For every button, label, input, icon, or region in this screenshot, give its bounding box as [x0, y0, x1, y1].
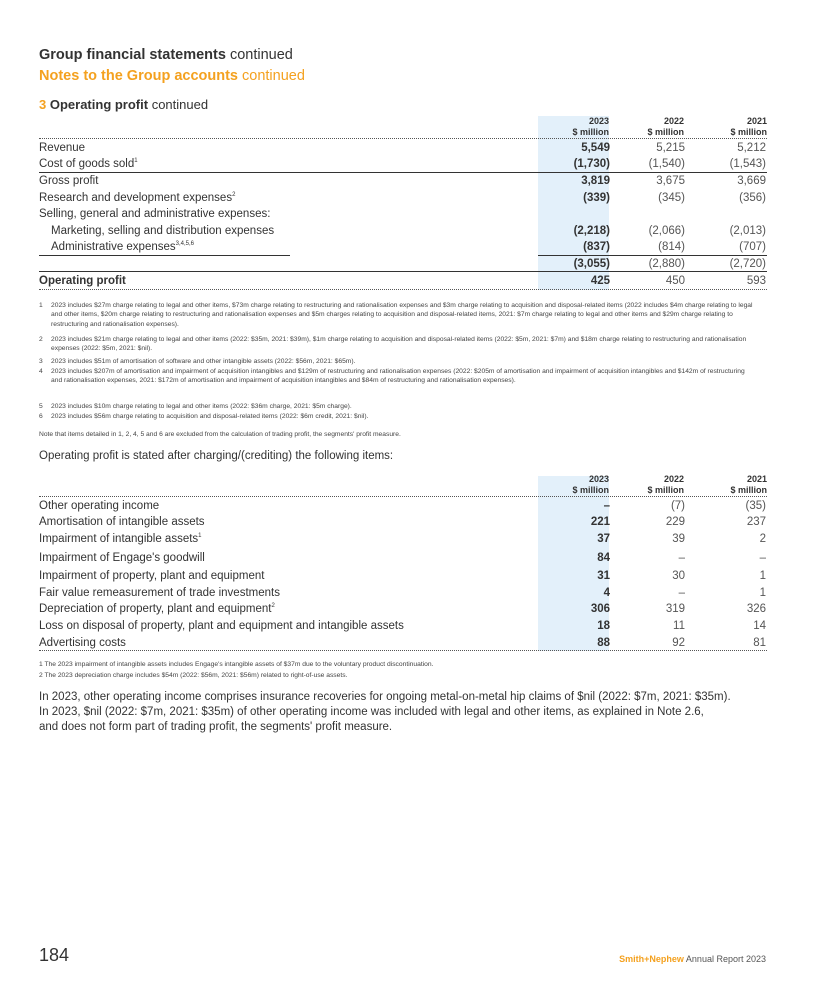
footnote-number: 2 [39, 336, 43, 343]
row-label [51, 223, 274, 239]
notes-title: Notes to the Group accounts continued [39, 68, 305, 84]
section-title: 3 Operating profit continued [39, 97, 209, 112]
table-row [39, 498, 767, 514]
row-label-footnote-ref: 3,4,5,6 [175, 241, 195, 248]
column-year: 2023 [588, 474, 609, 484]
value-2022: 319 [665, 603, 685, 615]
value-2023: (1,730) [573, 158, 610, 170]
table-row [39, 635, 767, 651]
value-2023: 31 [597, 570, 610, 582]
row-label-text: Operating profit [39, 275, 126, 287]
footnote [39, 412, 754, 421]
table2-footnote-1: 1 The 2023 impairment of intangible assets includes Engage's intangible assets of $37m due to the voluntary product discontinuation. [39, 661, 434, 668]
row-label-text: Impairment of property, plant and equipment [39, 570, 265, 582]
value-2023: 306 [590, 603, 610, 615]
row-label-footnote-ref: 1 [198, 533, 202, 540]
footnote [39, 367, 754, 386]
row-label-footnote-ref: 2 [232, 192, 236, 199]
column-year: 2021 [746, 474, 767, 484]
row-label [39, 601, 275, 617]
column-year: 2021 [746, 116, 767, 126]
row-label [39, 140, 85, 156]
table-row [39, 206, 767, 222]
footnote [39, 301, 754, 329]
admin-expenses-rule [39, 255, 290, 256]
footnote-text: 2023 includes $56m charge relating to acquisition and disposal-related items (2022: $6m credit, 2021: $nil). [51, 413, 369, 420]
footnote-text: 2023 includes $207m of amortisation and impairment of acquisition intangibles and $129m of restructuring and rationalisation expenses (2022: $205m of amortisation and impairment of acquisition intangibles and $142m of restructuring and rationalisation expenses, 2021: $172m of amortisation and impairment of acquisition intangibles and $84m of restructuring and rationalisation expenses). [51, 368, 745, 385]
value-2021: 3,669 [737, 175, 766, 187]
value-2023: 4 [603, 587, 610, 599]
footnote-number: 1 [39, 302, 43, 309]
row-label-text: Impairment of Engage's goodwill [39, 552, 205, 564]
row-label-text: Fair value remeasurement of trade investments [39, 587, 280, 599]
footer-brand: Smith+Nephew Annual Report 2023 [619, 954, 766, 964]
row-label-text: Marketing, selling and distribution expenses [51, 225, 275, 237]
column-header-2022 [613, 474, 684, 496]
value-2021: 81 [753, 637, 766, 649]
value-2022: – [678, 552, 685, 564]
row-label-text: Selling, general and administrative expenses: [39, 208, 271, 220]
value-2021: 14 [753, 620, 766, 632]
row-label [39, 568, 264, 584]
value-2021: (2,013) [729, 225, 766, 237]
row-label [39, 173, 98, 189]
column-header-2021 [694, 116, 767, 138]
column-unit: $ million [730, 485, 767, 495]
row-label-footnote-ref: 2 [271, 603, 275, 610]
row-label [39, 635, 126, 651]
value-2022: 229 [665, 516, 685, 528]
value-2023: 221 [590, 516, 610, 528]
table-row [39, 618, 767, 634]
column-unit: $ million [647, 485, 684, 495]
table1-header-rule [39, 138, 767, 139]
row-label-text: Research and development expenses [39, 192, 233, 204]
row-label [39, 618, 404, 634]
value-2023: 3,819 [581, 175, 610, 187]
row-label [39, 190, 235, 206]
table-row [39, 531, 767, 547]
value-2022: (814) [658, 241, 685, 253]
value-2021: 593 [746, 275, 766, 287]
row-label [39, 156, 138, 172]
value-2023: 84 [597, 552, 610, 564]
value-2023: (2,218) [573, 225, 610, 237]
row-label-text: Amortisation of intangible assets [39, 516, 205, 528]
value-2023: 37 [597, 533, 610, 545]
row-label-text: Cost of goods sold [39, 158, 135, 170]
footnote-text: 2023 includes $10m charge relating to legal and other items (2022: $36m charge, 2021: $5m charge). [51, 403, 352, 410]
column-header-2022 [613, 116, 684, 138]
row-label [39, 585, 280, 601]
value-2021: 1 [759, 570, 766, 582]
value-2022: (1,540) [648, 158, 685, 170]
value-2022: (2,066) [648, 225, 685, 237]
row-label [39, 498, 159, 514]
footnote [39, 357, 754, 366]
column-year: 2022 [663, 116, 684, 126]
column-unit: $ million [572, 127, 609, 137]
closing-line-2: In 2023, $nil (2022: $7m, 2021: $35m) of other operating income was included with legal and other items, as explained in Note 2.6, [39, 706, 704, 718]
table-row [39, 514, 767, 530]
column-unit: $ million [730, 127, 767, 137]
value-2023: (3,055) [573, 258, 610, 270]
value-2023: 425 [590, 275, 610, 287]
column-unit: $ million [572, 485, 609, 495]
row-label [39, 550, 205, 566]
table-row [39, 585, 767, 601]
row-label [39, 531, 202, 547]
closing-line-3: and does not form part of trading profit, the segments' profit measure. [39, 721, 393, 733]
column-header-2023 [538, 474, 609, 496]
value-2021: (2,720) [729, 258, 766, 270]
table-row [39, 140, 767, 156]
value-2022: (345) [658, 192, 685, 204]
subtotal-rule [538, 255, 767, 256]
table2-header-rule [39, 496, 767, 497]
page-number: 184 [39, 945, 70, 965]
footnote-text: 2023 includes $27m charge relating to legal and other items, $73m charge relating to restructuring and rationalisation expenses and $3m charge relating to acquisition and disposal-related items (2022 includes $4m charge relating to legal and other items, $20m charge relating to restructuring and rationalisation expenses and $5m charges relating to acquisition and disposal-related items, 2021: $7m charge relating to legal and other items and $29m charge relating to restructuring and rationalisation expenses). [51, 302, 753, 328]
value-2022: (2,880) [648, 258, 685, 270]
value-2022: – [678, 587, 685, 599]
value-2021: (707) [739, 241, 766, 253]
value-2021: 237 [746, 516, 766, 528]
footnote-number: 3 [39, 358, 43, 365]
closing-line-1: In 2023, other operating income comprises insurance recoveries for ongoing metal-on-metal hip claims of $nil (2022: $7m, 2021: $35m). [39, 691, 731, 703]
row-label-text: Administrative expenses [51, 241, 176, 253]
value-2021: 1 [759, 587, 766, 599]
operating-profit-rule [39, 271, 767, 272]
table-row [39, 273, 767, 289]
column-year: 2023 [588, 116, 609, 126]
column-header-2023 [538, 116, 609, 138]
footnote-number: 5 [39, 403, 43, 410]
value-2022: 30 [672, 570, 685, 582]
value-2021: 5,212 [737, 142, 766, 154]
table-row [39, 223, 767, 239]
footnote-number: 6 [39, 413, 43, 420]
statements-title: Group financial statements continued [39, 47, 293, 63]
column-year: 2022 [663, 474, 684, 484]
value-2022: 39 [672, 533, 685, 545]
table-row [39, 173, 767, 189]
table-row [39, 239, 767, 255]
footnote [39, 335, 754, 354]
column-unit: $ million [647, 127, 684, 137]
footnote [39, 402, 754, 411]
value-2023: (339) [583, 192, 610, 204]
gross-profit-rule [39, 172, 767, 173]
value-2023: (837) [583, 241, 610, 253]
excluded-items-note: Note that items detailed in 1, 2, 4, 5 and 6 are excluded from the calculation of trading profit, the segments' profit measure. [39, 431, 401, 438]
value-2021: (35) [745, 500, 766, 512]
value-2021: (356) [739, 192, 766, 204]
value-2022: 3,675 [656, 175, 685, 187]
row-label-text: Depreciation of property, plant and equipment [39, 603, 272, 615]
value-2021: 326 [746, 603, 766, 615]
column-header-2021 [694, 474, 767, 496]
table-row [39, 190, 767, 206]
row-label-text: Impairment of intangible assets [39, 533, 199, 545]
table-row [39, 601, 767, 617]
table-row [39, 256, 767, 272]
value-2022: 450 [665, 275, 685, 287]
row-label [39, 206, 270, 222]
row-label-text: Gross profit [39, 175, 99, 187]
value-2023: 88 [597, 637, 610, 649]
row-label-text: Advertising costs [39, 637, 126, 649]
value-2022: (7) [670, 500, 685, 512]
table-row [39, 550, 767, 566]
table2-intro: Operating profit is stated after charging/(crediting) the following items: [39, 450, 394, 462]
value-2022: 92 [672, 637, 685, 649]
value-2021: – [759, 552, 766, 564]
table-row [39, 156, 767, 172]
table2-bottom-rule [39, 650, 767, 651]
row-label-text: Loss on disposal of property, plant and equipment and intangible assets [39, 620, 404, 632]
value-2023: – [603, 500, 610, 512]
value-2023: 5,549 [581, 142, 610, 154]
value-2021: 2 [759, 533, 766, 545]
table1-bottom-rule [39, 289, 767, 290]
row-label [51, 239, 194, 255]
value-2023: 18 [597, 620, 610, 632]
footnote-text: 2023 includes $51m of amortisation of software and other intangible assets (2022: $56m, 2021: $65m). [51, 358, 356, 365]
value-2022: 5,215 [656, 142, 685, 154]
value-2021: (1,543) [729, 158, 766, 170]
table-row [39, 568, 767, 584]
row-label-footnote-ref: 1 [134, 158, 138, 165]
value-2022: 11 [673, 620, 685, 632]
table2-footnote-2: 2 The 2023 depreciation charge includes $54m (2022: $56m, 2021: $56m) related to right-of-use assets. [39, 672, 348, 679]
row-label-text: Revenue [39, 142, 86, 154]
row-label-text: Other operating income [39, 500, 160, 512]
footnote-text: 2023 includes $21m charge relating to legal and other items (2022: $35m, 2021: $39m), $1m charge relating to acquisition and disposal-related items (2022: $5m, 2021: $7m) and $18m charge relating to restructuring and rationalisation expenses (2022: $5m, 2021: $nil). [51, 336, 747, 353]
row-label [39, 273, 126, 289]
footnote-number: 4 [39, 368, 43, 375]
row-label [39, 514, 205, 530]
